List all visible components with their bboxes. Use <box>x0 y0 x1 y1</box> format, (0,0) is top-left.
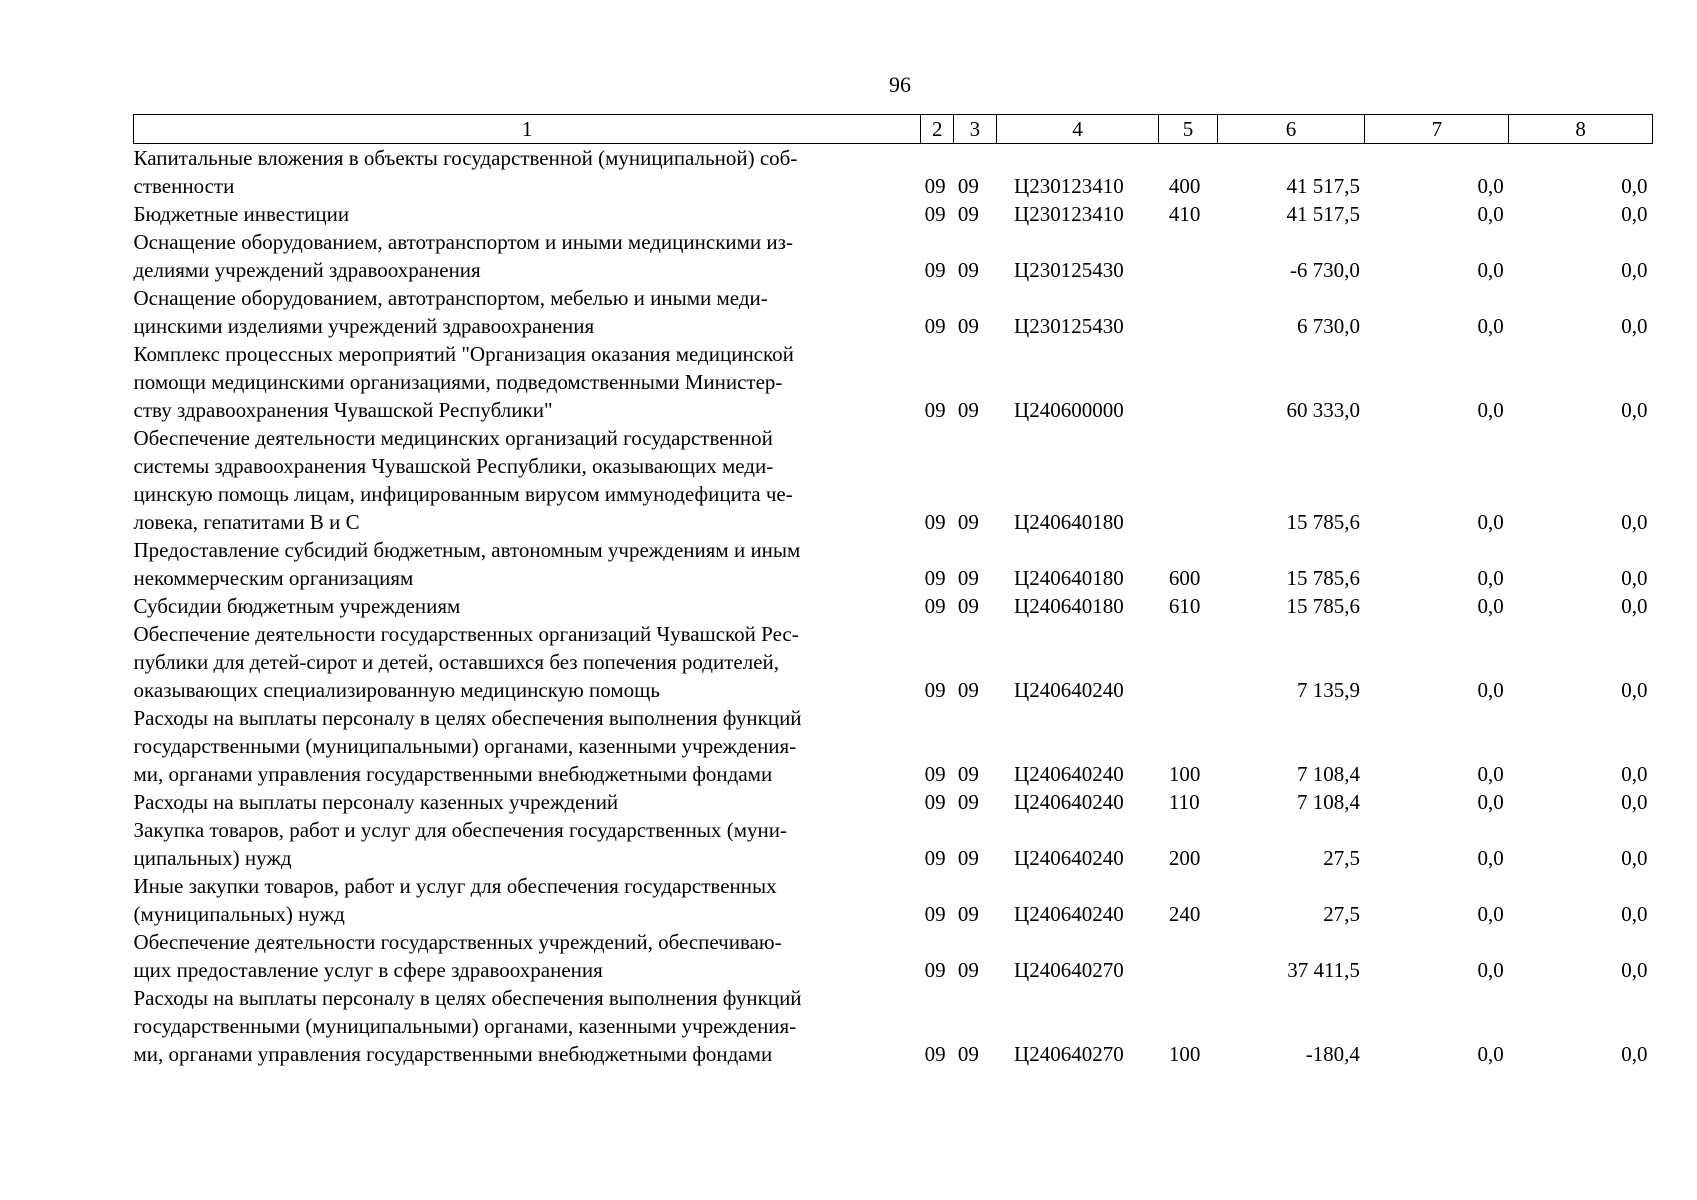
amount-cell-7: 0,0 <box>1477 958 1504 982</box>
subsection-cell: 09 <box>957 902 979 926</box>
table-row <box>134 704 1653 788</box>
row-name <box>134 340 921 424</box>
row-name-line: Предоставление субсидий бюджетным, автономным учреждениям и иным <box>133 538 801 562</box>
target-article-cell: Ц240640240 <box>1014 846 1124 870</box>
amount-cell-8: 0,0 <box>1621 566 1648 590</box>
amount-cell-8: 0,0 <box>1621 762 1648 786</box>
expense-type-cell <box>1159 928 1217 984</box>
table-header <box>134 115 1653 144</box>
row-name-line: Расходы на выплаты персоналу казенных учреждений <box>133 790 619 814</box>
target-article-cell: Ц240640270 <box>1014 1042 1124 1066</box>
row-name <box>134 984 921 1068</box>
table-row <box>134 928 1653 984</box>
subsection-cell: 09 <box>957 846 979 870</box>
amount-cell-8: 0,0 <box>1621 258 1648 282</box>
expense-type-cell: 240 <box>1168 902 1201 926</box>
amount-cell-7: 0,0 <box>1477 902 1504 926</box>
row-name-line: Комплекс процессных мероприятий "Организация оказания медицинской <box>133 342 794 366</box>
subsection-cell: 09 <box>957 398 979 422</box>
amount-cell-7: 0,0 <box>1477 258 1504 282</box>
amount-cell-6: 15 785,6 <box>1286 510 1360 534</box>
page-number: 96 <box>889 72 911 97</box>
row-name-line: Расходы на выплаты персоналу в целях обеспечения выполнения функций <box>133 986 802 1010</box>
table-row <box>134 788 1653 816</box>
amount-cell-8: 0,0 <box>1621 174 1648 198</box>
table-row <box>134 284 1653 340</box>
amount-cell-7: 0,0 <box>1477 594 1504 618</box>
amount-cell-8: 0,0 <box>1621 846 1648 870</box>
table-row <box>134 816 1653 872</box>
section-cell: 09 <box>924 314 946 338</box>
row-name-line: ципальных) нужд <box>133 846 292 870</box>
expense-type-cell: 100 <box>1168 1042 1201 1066</box>
row-name-line: публики для детей-сирот и детей, оставшихся без попечения родителей, <box>133 650 780 674</box>
header-row <box>134 115 1653 144</box>
expense-type-cell: 600 <box>1168 566 1201 590</box>
table-row <box>134 620 1653 704</box>
subsection-cell: 09 <box>957 202 979 226</box>
row-name-line: некоммерческим организациям <box>133 566 414 590</box>
row-name <box>134 592 921 620</box>
amount-cell-7: 0,0 <box>1477 398 1504 422</box>
header-cell-8: 8 <box>1509 115 1653 144</box>
amount-cell-6: 15 785,6 <box>1286 594 1360 618</box>
expense-type-cell <box>1159 340 1217 424</box>
target-article-cell: Ц240640180 <box>1014 510 1124 534</box>
amount-cell-8: 0,0 <box>1621 678 1648 702</box>
amount-cell-7: 0,0 <box>1477 566 1504 590</box>
amount-cell-7: 0,0 <box>1477 678 1504 702</box>
expense-type-cell <box>1159 284 1217 340</box>
amount-cell-8: 0,0 <box>1621 314 1648 338</box>
row-name <box>134 284 921 340</box>
row-name-line: государственными (муниципальными) органами, казенными учреждения- <box>133 734 797 758</box>
expense-type-cell: 100 <box>1168 762 1201 786</box>
subsection-cell: 09 <box>957 174 979 198</box>
amount-cell-8: 0,0 <box>1621 902 1648 926</box>
expense-type-cell: 200 <box>1168 846 1201 870</box>
target-article-cell: Ц230125430 <box>1014 314 1124 338</box>
section-cell: 09 <box>924 510 946 534</box>
row-name-line: Оснащение оборудованием, автотранспортом и иными медицинскими из- <box>133 230 793 254</box>
amount-cell-7: 0,0 <box>1477 846 1504 870</box>
amount-cell-6: 15 785,6 <box>1286 566 1360 590</box>
amount-cell-6: 27,5 <box>1323 902 1360 926</box>
target-article-cell: Ц230123410 <box>1014 202 1124 226</box>
header-cell-4: 4 <box>996 115 1159 144</box>
row-name <box>134 144 921 201</box>
amount-cell-7: 0,0 <box>1477 762 1504 786</box>
expense-type-cell <box>1159 228 1217 284</box>
amount-cell-6: 6 730,0 <box>1296 314 1360 338</box>
row-name-line: системы здравоохранения Чувашской Республики, оказывающих меди- <box>133 454 774 478</box>
amount-cell-8: 0,0 <box>1621 202 1648 226</box>
row-name-line: делиями учреждений здравоохранения <box>133 258 481 282</box>
subsection-cell: 09 <box>957 510 979 534</box>
row-name-line: Бюджетные инвестиции <box>133 202 350 226</box>
row-name-line: Обеспечение деятельности медицинских организаций государственной <box>133 426 773 450</box>
table-row <box>134 536 1653 592</box>
subsection-cell: 09 <box>957 678 979 702</box>
amount-cell-6: 41 517,5 <box>1286 202 1360 226</box>
amount-cell-8: 0,0 <box>1621 594 1648 618</box>
section-cell: 09 <box>924 202 946 226</box>
amount-cell-8: 0,0 <box>1621 510 1648 534</box>
section-cell: 09 <box>924 958 946 982</box>
amount-cell-6: -180,4 <box>1305 1042 1360 1066</box>
expense-type-cell: 610 <box>1168 594 1201 618</box>
amount-cell-7: 0,0 <box>1477 790 1504 814</box>
row-name-line: Обеспечение деятельности государственных учреждений, обеспечиваю- <box>133 930 782 954</box>
target-article-cell: Ц240640240 <box>1014 790 1124 814</box>
amount-cell-6: 7 135,9 <box>1296 678 1360 702</box>
row-name <box>134 228 921 284</box>
amount-cell-6: 7 108,4 <box>1296 790 1360 814</box>
row-name <box>134 788 921 816</box>
expense-type-cell: 110 <box>1168 790 1200 814</box>
section-cell: 09 <box>924 594 946 618</box>
row-name-line: Оснащение оборудованием, автотранспортом, мебелью и иными меди- <box>133 286 768 310</box>
section-cell: 09 <box>924 790 946 814</box>
table-row <box>134 592 1653 620</box>
row-name-line: государственными (муниципальными) органами, казенными учреждения- <box>133 1014 797 1038</box>
row-name-line: ловека, гепатитами В и С <box>133 510 360 534</box>
row-name-line: Иные закупки товаров, работ и услуг для обеспечения государственных <box>133 874 777 898</box>
table-body <box>134 144 1653 1069</box>
row-name <box>134 200 921 228</box>
amount-cell-6: 41 517,5 <box>1286 174 1360 198</box>
row-name <box>134 816 921 872</box>
subsection-cell: 09 <box>957 566 979 590</box>
amount-cell-7: 0,0 <box>1477 510 1504 534</box>
table-row <box>134 340 1653 424</box>
row-name-line: ми, органами управления государственными внебюджетными фондами <box>133 1042 773 1066</box>
header-cell-6: 6 <box>1217 115 1365 144</box>
subsection-cell: 09 <box>957 258 979 282</box>
expense-type-cell <box>1159 424 1217 536</box>
row-name-line: помощи медицинскими организациями, подведомственными Министер- <box>133 370 783 394</box>
row-name-line: (муниципальных) нужд <box>133 902 345 926</box>
header-cell-3: 3 <box>954 115 996 144</box>
section-cell: 09 <box>924 846 946 870</box>
subsection-cell: 09 <box>957 958 979 982</box>
amount-cell-8: 0,0 <box>1621 790 1648 814</box>
subsection-cell: 09 <box>957 762 979 786</box>
header-cell-7: 7 <box>1365 115 1509 144</box>
amount-cell-6: 27,5 <box>1323 846 1360 870</box>
row-name <box>134 928 921 984</box>
target-article-cell: Ц240640270 <box>1014 958 1124 982</box>
section-cell: 09 <box>924 566 946 590</box>
amount-cell-7: 0,0 <box>1477 202 1504 226</box>
amount-cell-7: 0,0 <box>1477 1042 1504 1066</box>
table-row <box>134 424 1653 536</box>
table-row <box>134 228 1653 284</box>
subsection-cell: 09 <box>957 314 979 338</box>
section-cell: 09 <box>924 398 946 422</box>
row-name-line: цинскими изделиями учреждений здравоохранения <box>133 314 595 338</box>
row-name-line: Капитальные вложения в объекты государственной (муниципальной) соб- <box>133 146 798 170</box>
target-article-cell: Ц240640180 <box>1014 566 1124 590</box>
amount-cell-7: 0,0 <box>1477 174 1504 198</box>
header-cell-2: 2 <box>921 115 954 144</box>
row-name-line: ми, органами управления государственными внебюджетными фондами <box>133 762 773 786</box>
expense-type-cell <box>1159 620 1217 704</box>
amount-cell-8: 0,0 <box>1621 398 1648 422</box>
budget-table <box>133 114 1653 1068</box>
row-name-line: оказывающих специализированную медицинскую помощь <box>133 678 660 702</box>
expense-type-cell: 400 <box>1168 174 1201 198</box>
amount-cell-8: 0,0 <box>1621 1042 1648 1066</box>
section-cell: 09 <box>924 1042 946 1066</box>
target-article-cell: Ц240640240 <box>1014 762 1124 786</box>
section-cell: 09 <box>924 678 946 702</box>
subsection-cell: 09 <box>957 1042 979 1066</box>
row-name-line: цинскую помощь лицам, инфицированным вирусом иммунодефицита че- <box>133 482 793 506</box>
expense-type-cell: 410 <box>1168 202 1201 226</box>
table-row <box>134 144 1653 201</box>
header-cell-5: 5 <box>1159 115 1217 144</box>
row-name <box>134 536 921 592</box>
target-article-cell: Ц240640180 <box>1014 594 1124 618</box>
amount-cell-6: 60 333,0 <box>1286 398 1360 422</box>
row-name-line: Субсидии бюджетным учреждениям <box>133 594 461 618</box>
row-name-line: ственности <box>133 174 235 198</box>
section-cell: 09 <box>924 902 946 926</box>
section-cell: 09 <box>924 174 946 198</box>
section-cell: 09 <box>924 258 946 282</box>
subsection-cell: 09 <box>957 790 979 814</box>
row-name-line: ству здравоохранения Чувашской Республики" <box>133 398 553 422</box>
row-name <box>134 704 921 788</box>
row-name <box>134 424 921 536</box>
target-article-cell: Ц240600000 <box>1014 398 1124 422</box>
target-article-cell: Ц230125430 <box>1014 258 1124 282</box>
row-name-line: Обеспечение деятельности государственных организаций Чувашской Рес- <box>133 622 799 646</box>
table-row <box>134 984 1653 1068</box>
section-cell: 09 <box>924 762 946 786</box>
amount-cell-6: -6 730,0 <box>1289 258 1360 282</box>
amount-cell-6: 7 108,4 <box>1296 762 1360 786</box>
amount-cell-8: 0,0 <box>1621 958 1648 982</box>
target-article-cell: Ц230123410 <box>1014 174 1124 198</box>
row-name-line: Закупка товаров, работ и услуг для обеспечения государственных (муни- <box>133 818 788 842</box>
header-cell-1: 1 <box>134 115 921 144</box>
amount-cell-6: 37 411,5 <box>1287 958 1360 982</box>
amount-cell-7: 0,0 <box>1477 314 1504 338</box>
row-name <box>134 620 921 704</box>
target-article-cell: Ц240640240 <box>1014 902 1124 926</box>
table-row <box>134 200 1653 228</box>
row-name-line: Расходы на выплаты персоналу в целях обеспечения выполнения функций <box>133 706 802 730</box>
row-name-line: щих предоставление услуг в сфере здравоохранения <box>133 958 603 982</box>
row-name <box>134 872 921 928</box>
subsection-cell: 09 <box>957 594 979 618</box>
table-row <box>134 872 1653 928</box>
target-article-cell: Ц240640240 <box>1014 678 1124 702</box>
